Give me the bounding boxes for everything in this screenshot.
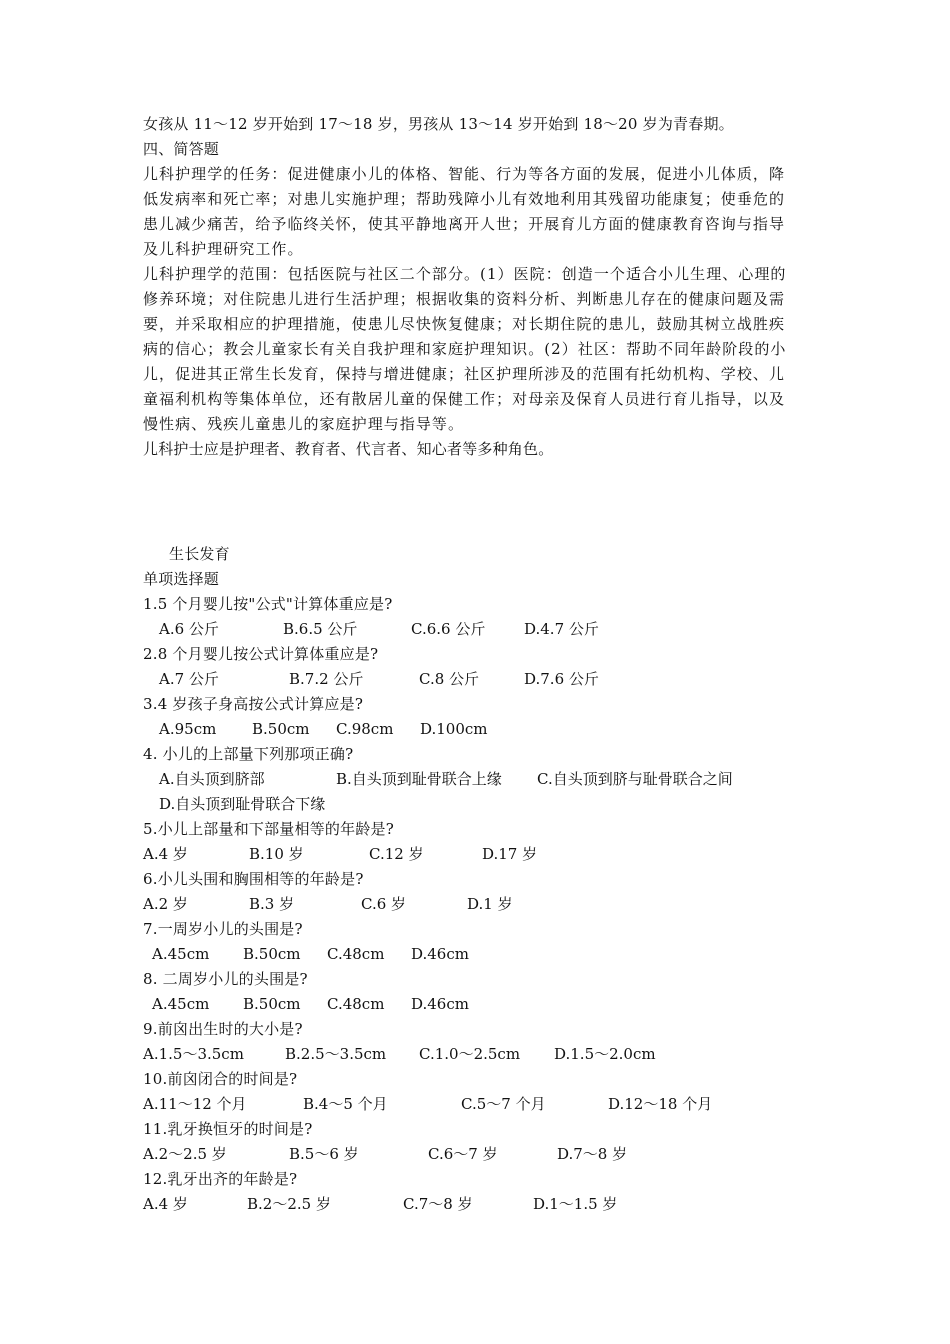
question-text: 9.前囟出生时的大小是?: [143, 1020, 303, 1038]
option-b: B.2～2.5 岁: [247, 1195, 331, 1213]
option-b: B.7.2 公斤: [289, 670, 364, 688]
option-row: [143, 667, 813, 692]
option-a: A.2～2.5 岁: [143, 1145, 227, 1163]
option-c: C.6.6 公斤: [411, 620, 486, 638]
paragraph-line: 儿，促进其正常生长发育，保持与增进健康；社区护理所涉及的范围有托幼机构、学校、儿: [143, 365, 786, 383]
option-b: B.50cm: [252, 720, 310, 738]
paragraph-line: 低发病率和死亡率；对患儿实施护理；帮助残障小儿有效地利用其残留功能康复；使垂危的: [143, 190, 786, 208]
option-b: B.6.5 公斤: [283, 620, 358, 638]
option-c: C.6～7 岁: [428, 1145, 498, 1163]
option-row: [143, 1192, 813, 1217]
option-b: B.50cm: [243, 995, 301, 1013]
question-text: 1.5 个月婴儿按"公式"计算体重应是?: [143, 595, 393, 613]
paragraph-line: 及儿科护理研究工作。: [143, 240, 304, 258]
option-c: C.98cm: [336, 720, 394, 738]
paragraph-line: 患儿减少痛苦，给予临终关怀，使其平静地离开人世；开展育儿方面的健康教育咨询与指导: [143, 215, 786, 233]
option-d: D.4.7 公斤: [524, 620, 599, 638]
option-a: A.4 岁: [143, 1195, 188, 1213]
question-text: 6.小儿头围和胸围相等的年龄是?: [143, 870, 364, 888]
option-d: D.7～8 岁: [557, 1145, 628, 1163]
option-c: C.48cm: [327, 945, 385, 963]
task-paragraph: [143, 162, 813, 262]
option-d: D.1.5～2.0cm: [554, 1045, 656, 1063]
document-page: [143, 112, 813, 1217]
question-text: 12.乳牙出齐的年龄是?: [143, 1170, 298, 1188]
option-row: [143, 792, 813, 817]
option-d: D.17 岁: [482, 845, 538, 863]
option-d: D.46cm: [411, 995, 469, 1013]
option-c: C.1.0～2.5cm: [419, 1045, 521, 1063]
section-heading: 四、简答题: [143, 140, 220, 158]
option-a: A.45cm: [152, 995, 210, 1013]
option-d: D.自头顶到耻骨联合下缘: [159, 795, 326, 813]
growth-title: 生长发育: [169, 545, 230, 563]
role-line: 儿科护士应是护理者、教育者、代言者、知心者等多种角色。: [143, 440, 554, 458]
question-text: 2.8 个月婴儿按公式计算体重应是?: [143, 645, 379, 663]
option-a: A.1.5～3.5cm: [143, 1045, 244, 1063]
option-d: D.46cm: [411, 945, 469, 963]
option-row: [143, 1092, 813, 1117]
scope-paragraph: [143, 262, 813, 437]
option-c: C.7～8 岁: [403, 1195, 473, 1213]
question-text: 3.4 岁孩子身高按公式计算应是?: [143, 695, 364, 713]
section-spacer: [143, 462, 813, 542]
option-a: A.4 岁: [143, 845, 188, 863]
option-row: [143, 842, 813, 867]
option-b: B.4～5 个月: [303, 1095, 388, 1113]
question-text: 11.乳牙换恒牙的时间是?: [143, 1120, 313, 1138]
question-type-heading: 单项选择题: [143, 570, 220, 588]
option-b: B.50cm: [243, 945, 301, 963]
question-text: 5.小儿上部量和下部量相等的年龄是?: [143, 820, 394, 838]
option-b: B.10 岁: [249, 845, 304, 863]
option-d: D.100cm: [420, 720, 488, 738]
question-text: 4. 小儿的上部量下列那项正确?: [143, 745, 354, 763]
option-a: A.11～12 个月: [143, 1095, 247, 1113]
option-c: C.8 公斤: [419, 670, 480, 688]
option-row: [143, 617, 813, 642]
option-row: [143, 992, 813, 1017]
option-b: B.2.5～3.5cm: [285, 1045, 387, 1063]
option-a: A.45cm: [152, 945, 210, 963]
option-row: [143, 767, 813, 792]
option-a: A.自头顶到脐部: [159, 770, 265, 788]
option-a: A.2 岁: [143, 895, 188, 913]
paragraph-line: 儿科护理学的范围：包括医院与社区二个部分。(1）医院：创造一个适合小儿生理、心理的: [143, 265, 787, 283]
puberty-line: 女孩从 11～12 岁开始到 17～18 岁，男孩从 13～14 岁开始到 18～20 岁为青春期。: [143, 115, 734, 133]
option-a: A.7 公斤: [159, 670, 219, 688]
paragraph-line: 慢性病、残疾儿童患儿的家庭护理与指导等。: [143, 415, 465, 433]
option-c: C.5～7 个月: [461, 1095, 546, 1113]
paragraph-line: 儿科护理学的任务：促进健康小儿的体格、智能、行为等各方面的发展，促进小儿体质，降: [143, 165, 786, 183]
paragraph-line: 要，并采取相应的护理措施，使患儿尽快恢复健康；对长期住院的患儿，鼓励其树立战胜疾: [143, 315, 786, 333]
option-row: [143, 1042, 813, 1067]
option-a: A.95cm: [159, 720, 217, 738]
option-d: D.1 岁: [467, 895, 513, 913]
option-c: C.12 岁: [369, 845, 424, 863]
option-a: A.6 公斤: [159, 620, 219, 638]
paragraph-line: 修养环境；对住院患儿进行生活护理；根据收集的资料分析、判断患儿存在的健康问题及需: [143, 290, 786, 308]
option-c: C.自头顶到脐与耻骨联合之间: [537, 770, 733, 788]
option-row: [143, 717, 813, 742]
option-d: D.1～1.5 岁: [533, 1195, 618, 1213]
option-b: B.3 岁: [249, 895, 295, 913]
paragraph-line: 病的信心；教会儿童家长有关自我护理和家庭护理知识。(2）社区：帮助不同年龄阶段的小: [143, 340, 787, 358]
paragraph-line: 童福利机构等集体单位，还有散居儿童的保健工作；对母亲及保育人员进行育儿指导，以及: [143, 390, 786, 408]
option-row: [143, 942, 813, 967]
option-row: [143, 892, 813, 917]
option-c: C.6 岁: [361, 895, 407, 913]
question-text: 7.一周岁小儿的头围是?: [143, 920, 303, 938]
option-b: B.5～6 岁: [289, 1145, 359, 1163]
option-b: B.自头顶到耻骨联合上缘: [336, 770, 502, 788]
question-text: 8. 二周岁小儿的头围是?: [143, 970, 308, 988]
option-d: D.7.6 公斤: [524, 670, 599, 688]
option-c: C.48cm: [327, 995, 385, 1013]
option-row: [143, 1142, 813, 1167]
question-text: 10.前囟闭合的时间是?: [143, 1070, 298, 1088]
option-d: D.12～18 个月: [608, 1095, 713, 1113]
